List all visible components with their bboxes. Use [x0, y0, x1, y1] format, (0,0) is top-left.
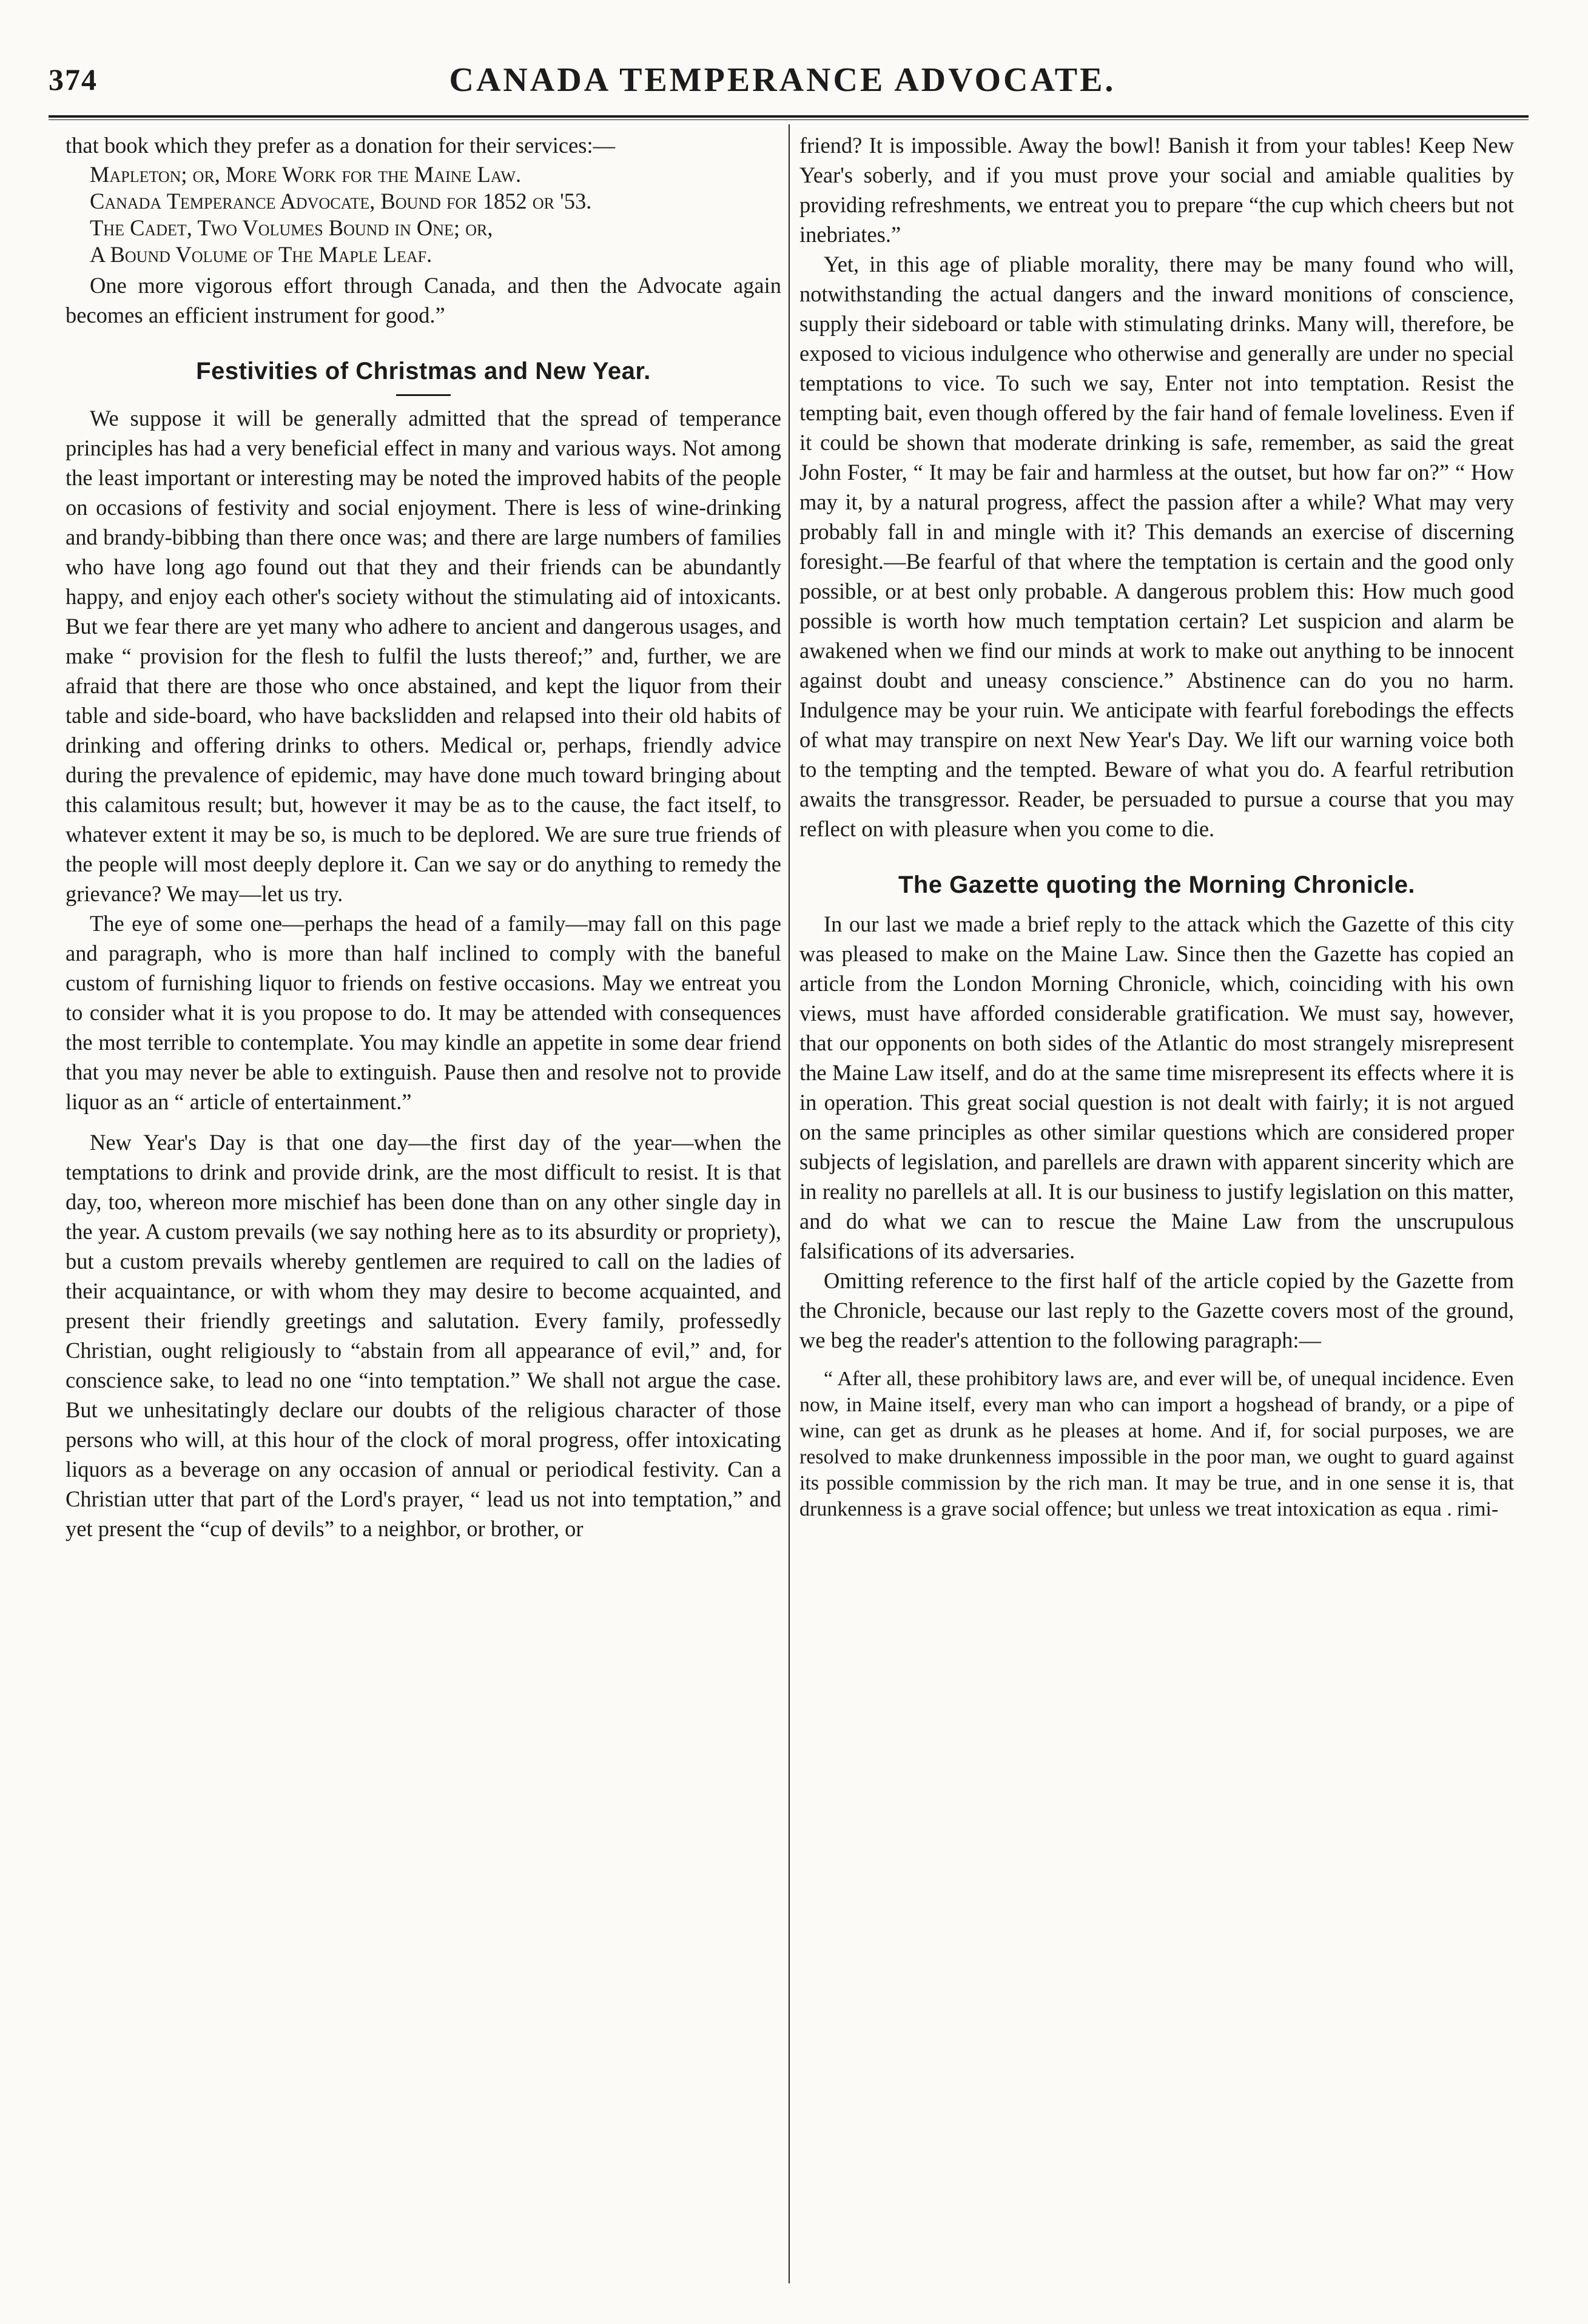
- right-column: [799, 130, 1514, 2289]
- header-rule: [49, 115, 1529, 120]
- article-paragraph: In our last we made a brief reply to the attack which the Gazette of this city was pleased to make on the Maine Law. Since then the Gazette has copied an article from the London Morning Chronicle, which, coinciding with his own views, must have afforded considerable gratification. We must say, however, that our opponents on both sides of the Atlantic do most strangely misrepresent the Maine Law itself, and do at the same time misrepresent its effects where it is in operation. This great social question is not dealt with fairly; it is not argued on the same principles as other similar questions which are considered proper subjects of legislation, and parellels are drawn with apparent sincerity which are in reality no parellels at all. It is our business to justify legislation on this matter, and do what we can to rescue the Maine Law from the unscrupulous falsifications of its adversaries.: [799, 912, 1514, 1263]
- column-divider: [789, 124, 790, 2283]
- article-paragraph: Yet, in this age of pliable morality, there may be many found who will, notwithstanding the actual dangers and the inward monitions of conscience, supply their sideboard or table with stimulating drinks. Many will, therefore, be exposed to vicious indulgence who otherwise and generally are under no special temptations to vice. To such we say, Enter not into temptation. Resist the tempting bait, even though offered by the fair hand of female loveliness. Even if it could be shown that moderate drinking is safe, remember, as said the great John Foster, “ It may be fair and harmless at the outset, but how far on?” “ How may it, by a natural progress, affect the passion after a while? What may very probably fall in and mingle with it? This demands an exercise of discerning foresight.—Be fearful of that where the temptation is certain and the good only possible, or at best only probable. A dangerous problem this: How much good possible is worth how much temptation certain? Let suspicion and alarm be awakened when we find our minds at work to make out anything to be innocent against doubt and uneasy conscience.” Abstinence can do you no harm. Indulgence may be your ruin. We anticipate with fearful forebodings the effects of what may transpire on next New Year's Day. We lift our warning voice both to the tempting and the tempted. Beware of what you do. A fearful retribution awaits the transgressor. Reader, be persuaded to pursue a course that you may reflect on with pleasure when you come to die.: [799, 252, 1514, 841]
- book-list-intro: that book which they prefer as a donation for their services:—: [66, 133, 616, 158]
- journal-title: CANADA TEMPERANCE ADVOCATE.: [449, 61, 1116, 99]
- page-header: [49, 56, 1516, 110]
- article-paragraph: friend? It is impossible. Away the bowl! Banish it from your tables! Keep New Year's soberly, and if you must prove your social and amiable qualities by providing refreshments, we entreat you to prepare “the cup which cheers but not inebriates.”: [799, 133, 1514, 247]
- page-number: 374: [49, 62, 98, 96]
- article-title-festivities: [66, 354, 781, 396]
- book-item: Mapleton; or, More Work for the Maine Law.: [90, 162, 522, 187]
- closing-paragraph: One more vigorous effort through Canada, and then the Advocate again becomes an efficient instrument for good.”: [66, 273, 781, 327]
- left-column: [66, 130, 781, 2289]
- book-item: A Bound Volume of The Maple Leaf.: [90, 242, 432, 267]
- article-title-gazette: [799, 868, 1514, 902]
- article-paragraph: Omitting reference to the first half of the article copied by the Gazette from the Chronicle, because our last reply to the Gazette covers most of the ground, we beg the reader's attention to the following paragraph:—: [799, 1268, 1514, 1352]
- article-paragraph: The eye of some one—perhaps the head of a family—may fall on this page and paragraph, who is more than half inclined to comply with the baneful custom of furnishing liquor to friends on festive occasions. May we entreat you to consider what it is you propose to do. It may be attended with consequences the most terrible to contemplate. You may kindle an appetite in some dear friend that you may never be able to extinguish. Pause then and resolve not to provide liquor as an “ article of entertainment.”: [66, 911, 781, 1114]
- title-rule: [396, 394, 451, 396]
- book-item: The Cadet, Two Volumes Bound in One; or,: [90, 215, 493, 240]
- quoted-paragraph: “ After all, these prohibitory laws are, and ever will be, of unequal incidence. Even now, in Maine itself, every man who can import a hogshead of brandy, or a pipe of wine, can get as drunk as he pleases at home. And if, for social purposes, we are resolved to make drunkenness impossible in the poor man, we ought to guard against its possible commission by the rich man. It may be true, and in one sense it is, that drunkenness is a grave social offence; but unless we treat intoxication as equa . rimi-: [799, 1368, 1514, 1520]
- book-list: [66, 161, 781, 268]
- article-paragraph: We suppose it will be generally admitted that the spread of temperance principles has had a very beneficial effect in many and various ways. Not among the least important or interesting may be noted the improved habits of the people on occasions of festivity and social enjoyment. There is less of wine-drinking and brandy-bibbing than there once was; and there are large numbers of families who have long ago found out that they and their friends can be abundantly happy, and enjoy each other's society without the stimulating aid of intoxicants. But we fear there are yet many who adhere to ancient and dangerous usages, and make “ provision for the flesh to fulfil the lusts thereof;” and, further, we are afraid that there are those who once abstained, and kept the liquor from their table and side-board, who have backslidden and relapsed into their old habits of drinking and offering drinks to others. Medical or, perhaps, friendly advice during the prevalence of epidemic, may have done much toward bringing about this calamitous result; but, however it may be as to the cause, the fact itself, to whatever extent it may be so, is much to be deplored. We are sure true friends of the people will most deeply deplore it. Can we say or do anything to remedy the grievance? We may—let us try.: [66, 406, 781, 906]
- article-title-text: Festivities of Christmas and New Year.: [196, 358, 651, 385]
- article-title-text: The Gazette quoting the Morning Chronicle.: [898, 872, 1416, 898]
- book-item: Canada Temperance Advocate, Bound for 1852 or '53.: [90, 189, 592, 213]
- article-paragraph: New Year's Day is that one day—the first day of the year—when the temptations to drink and provide drink, are the most difficult to resist. It is that day, too, whereon more mischief has been done than on any other single day in the year. A custom prevails (we say nothing here as to its absurdity or propriety), but a custom prevails whereby gentlemen are required to call on the ladies of their acquaintance, or with whom they may desire to become acquainted, and present their friendly greetings and salutation. Every family, professedly Christian, ought religiously to “abstain from all appearance of evil,” and, for conscience sake, to lead no one “into temptation.” We shall not argue the case. But we unhesitatingly declare our doubts of the religious character of those persons who will, at this hour of the clock of moral progress, offer intoxicating liquors as a beverage on any occasion of annual or periodical festivity. Can a Christian utter that part of the Lord's prayer, “ lead us not into temptation,” and yet present the “cup of devils” to a neighbor, or brother, or: [66, 1130, 781, 1541]
